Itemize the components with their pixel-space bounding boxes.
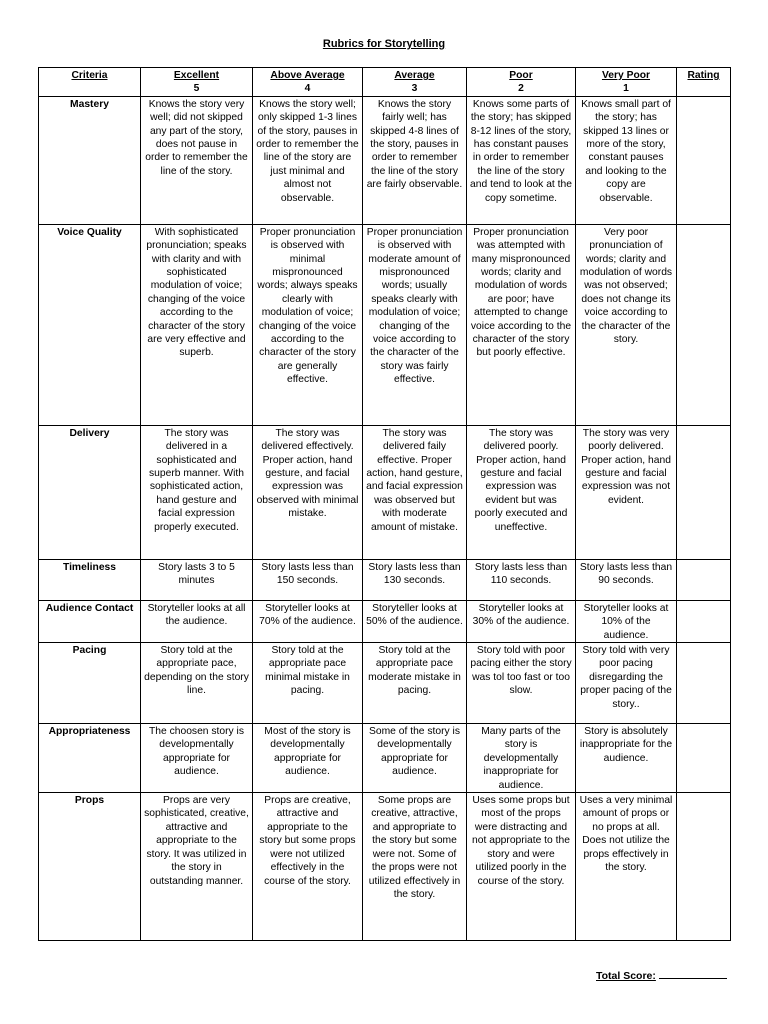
rubric-table (38, 67, 731, 941)
table-row-appropriateness (39, 724, 731, 793)
rubric-cell: Story is absolutely inappropriate for the audience. (576, 724, 677, 793)
rating-cell[interactable] (677, 96, 731, 224)
total-score (596, 968, 727, 982)
table-row-pacing (39, 643, 731, 724)
rating-cell[interactable] (677, 224, 731, 425)
rubric-cell: Storyteller looks at 10% of the audience. (576, 600, 677, 642)
criterion-cell: Voice Quality (39, 224, 141, 425)
rubric-cell: Some props are creative, attractive, and appropriate to the story but some were not. Some of the props were not utilized effectively in the story. (363, 793, 467, 941)
rating-cell[interactable] (677, 793, 731, 941)
rubric-cell: Proper pronunciation was attempted with many mispronounced words; clarity and modulation of words are poor; have attempted to change voice according to the character of the story but poorly effective. (467, 224, 576, 425)
rubric-cell: Uses some props but most of the props were distracting and not appropriate to the story and were utilized poorly in the course of the story. (467, 793, 576, 941)
rubric-cell: The story was very poorly delivered. Proper action, hand gesture and facial expression was not evident. (576, 425, 677, 559)
rating-cell[interactable] (677, 643, 731, 724)
rubric-cell: Story told at the appropriate pace moderate mistake in pacing. (363, 643, 467, 724)
criterion-cell: Pacing (39, 643, 141, 724)
rating-cell[interactable] (677, 600, 731, 642)
rubric-cell: The story was delivered faily effective. Proper action, hand gesture, and facial expression was observed but with moderate amount of mistake. (363, 425, 467, 559)
rubric-cell: Some of the story is developmentally appropriate for audience. (363, 724, 467, 793)
total-score-blank[interactable] (659, 968, 727, 979)
rubric-cell: Story lasts 3 to 5 minutes (141, 559, 253, 600)
rubric-cell: Props are creative, attractive and appropriate to the story but some props were not utilized effectively in the course of the story. (253, 793, 363, 941)
table-row-props (39, 793, 731, 941)
rubric-cell: Proper pronunciation is observed with minimal mispronounced words; always speaks clearly with modulation of voice; changing of the voice according to the character of the story are generally effective. (253, 224, 363, 425)
header-excellent: Excellent 5 (141, 68, 253, 97)
rating-cell[interactable] (677, 724, 731, 793)
rubric-cell: Props are very sophisticated, creative, attractive and appropriate to the story. It was utilized in the story in outstanding manner. (141, 793, 253, 941)
criterion-cell: Mastery (39, 96, 141, 224)
rubric-cell: Storyteller looks at 70% of the audience. (253, 600, 363, 642)
rubric-cell: The story was delivered effectively. Proper action, hand gesture, and facial expression was observed with minimal mistake. (253, 425, 363, 559)
rubric-cell: The choosen story is developmentally appropriate for audience. (141, 724, 253, 793)
criterion-cell: Audience Contact (39, 600, 141, 642)
rubric-cell: Story told at the appropriate pace, depending on the story line. (141, 643, 253, 724)
header-average: Average 3 (363, 68, 467, 97)
table-row-mastery (39, 96, 731, 224)
rubric-cell: Story lasts less than 130 seconds. (363, 559, 467, 600)
criterion-cell: Props (39, 793, 141, 941)
rubric-cell: Story lasts less than 110 seconds. (467, 559, 576, 600)
rubric-cell: The story was delivered poorly. Proper action, hand gesture and facial expression was evident but was poorly executed and uneffective. (467, 425, 576, 559)
rubric-cell: Proper pronunciation is observed with moderate amount of mispronounced words; usually speaks clearly with modulation of voice; changing of the voice according to the character of the story was fairly effective. (363, 224, 467, 425)
rubric-cell: With sophisticated pronunciation; speaks with clarity and with sophisticated modulation of voice; changing of the voice according to the character of the story are very effective and superb. (141, 224, 253, 425)
rubric-cell: Knows some parts of the story; has skipped 8-12 lines of the story, has constant pauses in order to remember the line of the story and tend to look at the copy sometime. (467, 96, 576, 224)
header-very-poor: Very Poor 1 (576, 68, 677, 97)
rubric-cell: Story told at the appropriate pace minimal mistake in pacing. (253, 643, 363, 724)
table-row-voice-quality (39, 224, 731, 425)
rubric-cell: Very poor pronunciation of words; clarity and modulation of words was not observed; does not change its voice according to the character of the story. (576, 224, 677, 425)
table-row-audience-contact (39, 600, 731, 642)
rubric-cell: Knows small part of the story; has skipped 13 lines or more of the story, constant pauses and looking to the copy are observable. (576, 96, 677, 224)
total-score-label: Total Score: (596, 970, 656, 982)
rubric-cell: Storyteller looks at 30% of the audience. (467, 600, 576, 642)
rubric-cell: Story told with very poor pacing disregarding the proper pacing of the story.. (576, 643, 677, 724)
header-poor: Poor 2 (467, 68, 576, 97)
rating-cell[interactable] (677, 559, 731, 600)
header-row (39, 68, 731, 97)
header-criteria: Criteria (39, 68, 141, 97)
rubric-cell: Story told with poor pacing either the story was tol too fast or too slow. (467, 643, 576, 724)
rubric-cell: Storyteller looks at all the audience. (141, 600, 253, 642)
rubric-cell: Story lasts less than 150 seconds. (253, 559, 363, 600)
table-row-timeliness (39, 559, 731, 600)
rubric-cell: The story was delivered in a sophisticated and superb manner. With sophisticated action, hand gesture and facial expression properly executed. (141, 425, 253, 559)
rating-cell[interactable] (677, 425, 731, 559)
criterion-cell: Appropriateness (39, 724, 141, 793)
header-rating: Rating (677, 68, 731, 97)
header-above-average: Above Average 4 (253, 68, 363, 97)
rubric-cell: Storyteller looks at 50% of the audience. (363, 600, 467, 642)
criterion-cell: Delivery (39, 425, 141, 559)
rubric-cell: Uses a very minimal amount of props or no props at all. Does not utilize the props effectively in the story. (576, 793, 677, 941)
rubric-cell: Most of the story is developmentally appropriate for audience. (253, 724, 363, 793)
document-title: Rubrics for Storytelling (322, 38, 446, 50)
rubric-cell: Knows the story well; only skipped 1-3 lines of the story, pauses in order to remember the line of the story are just minimal and almost not observable. (253, 96, 363, 224)
rubric-cell: Many parts of the story is developmentally inappropriate for audience. (467, 724, 576, 793)
criterion-cell: Timeliness (39, 559, 141, 600)
table-row-delivery (39, 425, 731, 559)
rubric-cell: Knows the story fairly well; has skipped 4-8 lines of the story, pauses in order to remember the line of the story are fairly observable. (363, 96, 467, 224)
rubric-cell: Story lasts less than 90 seconds. (576, 559, 677, 600)
rubric-cell: Knows the story very well; did not skipped any part of the story, does not pause in order to remember the line of the story. (141, 96, 253, 224)
